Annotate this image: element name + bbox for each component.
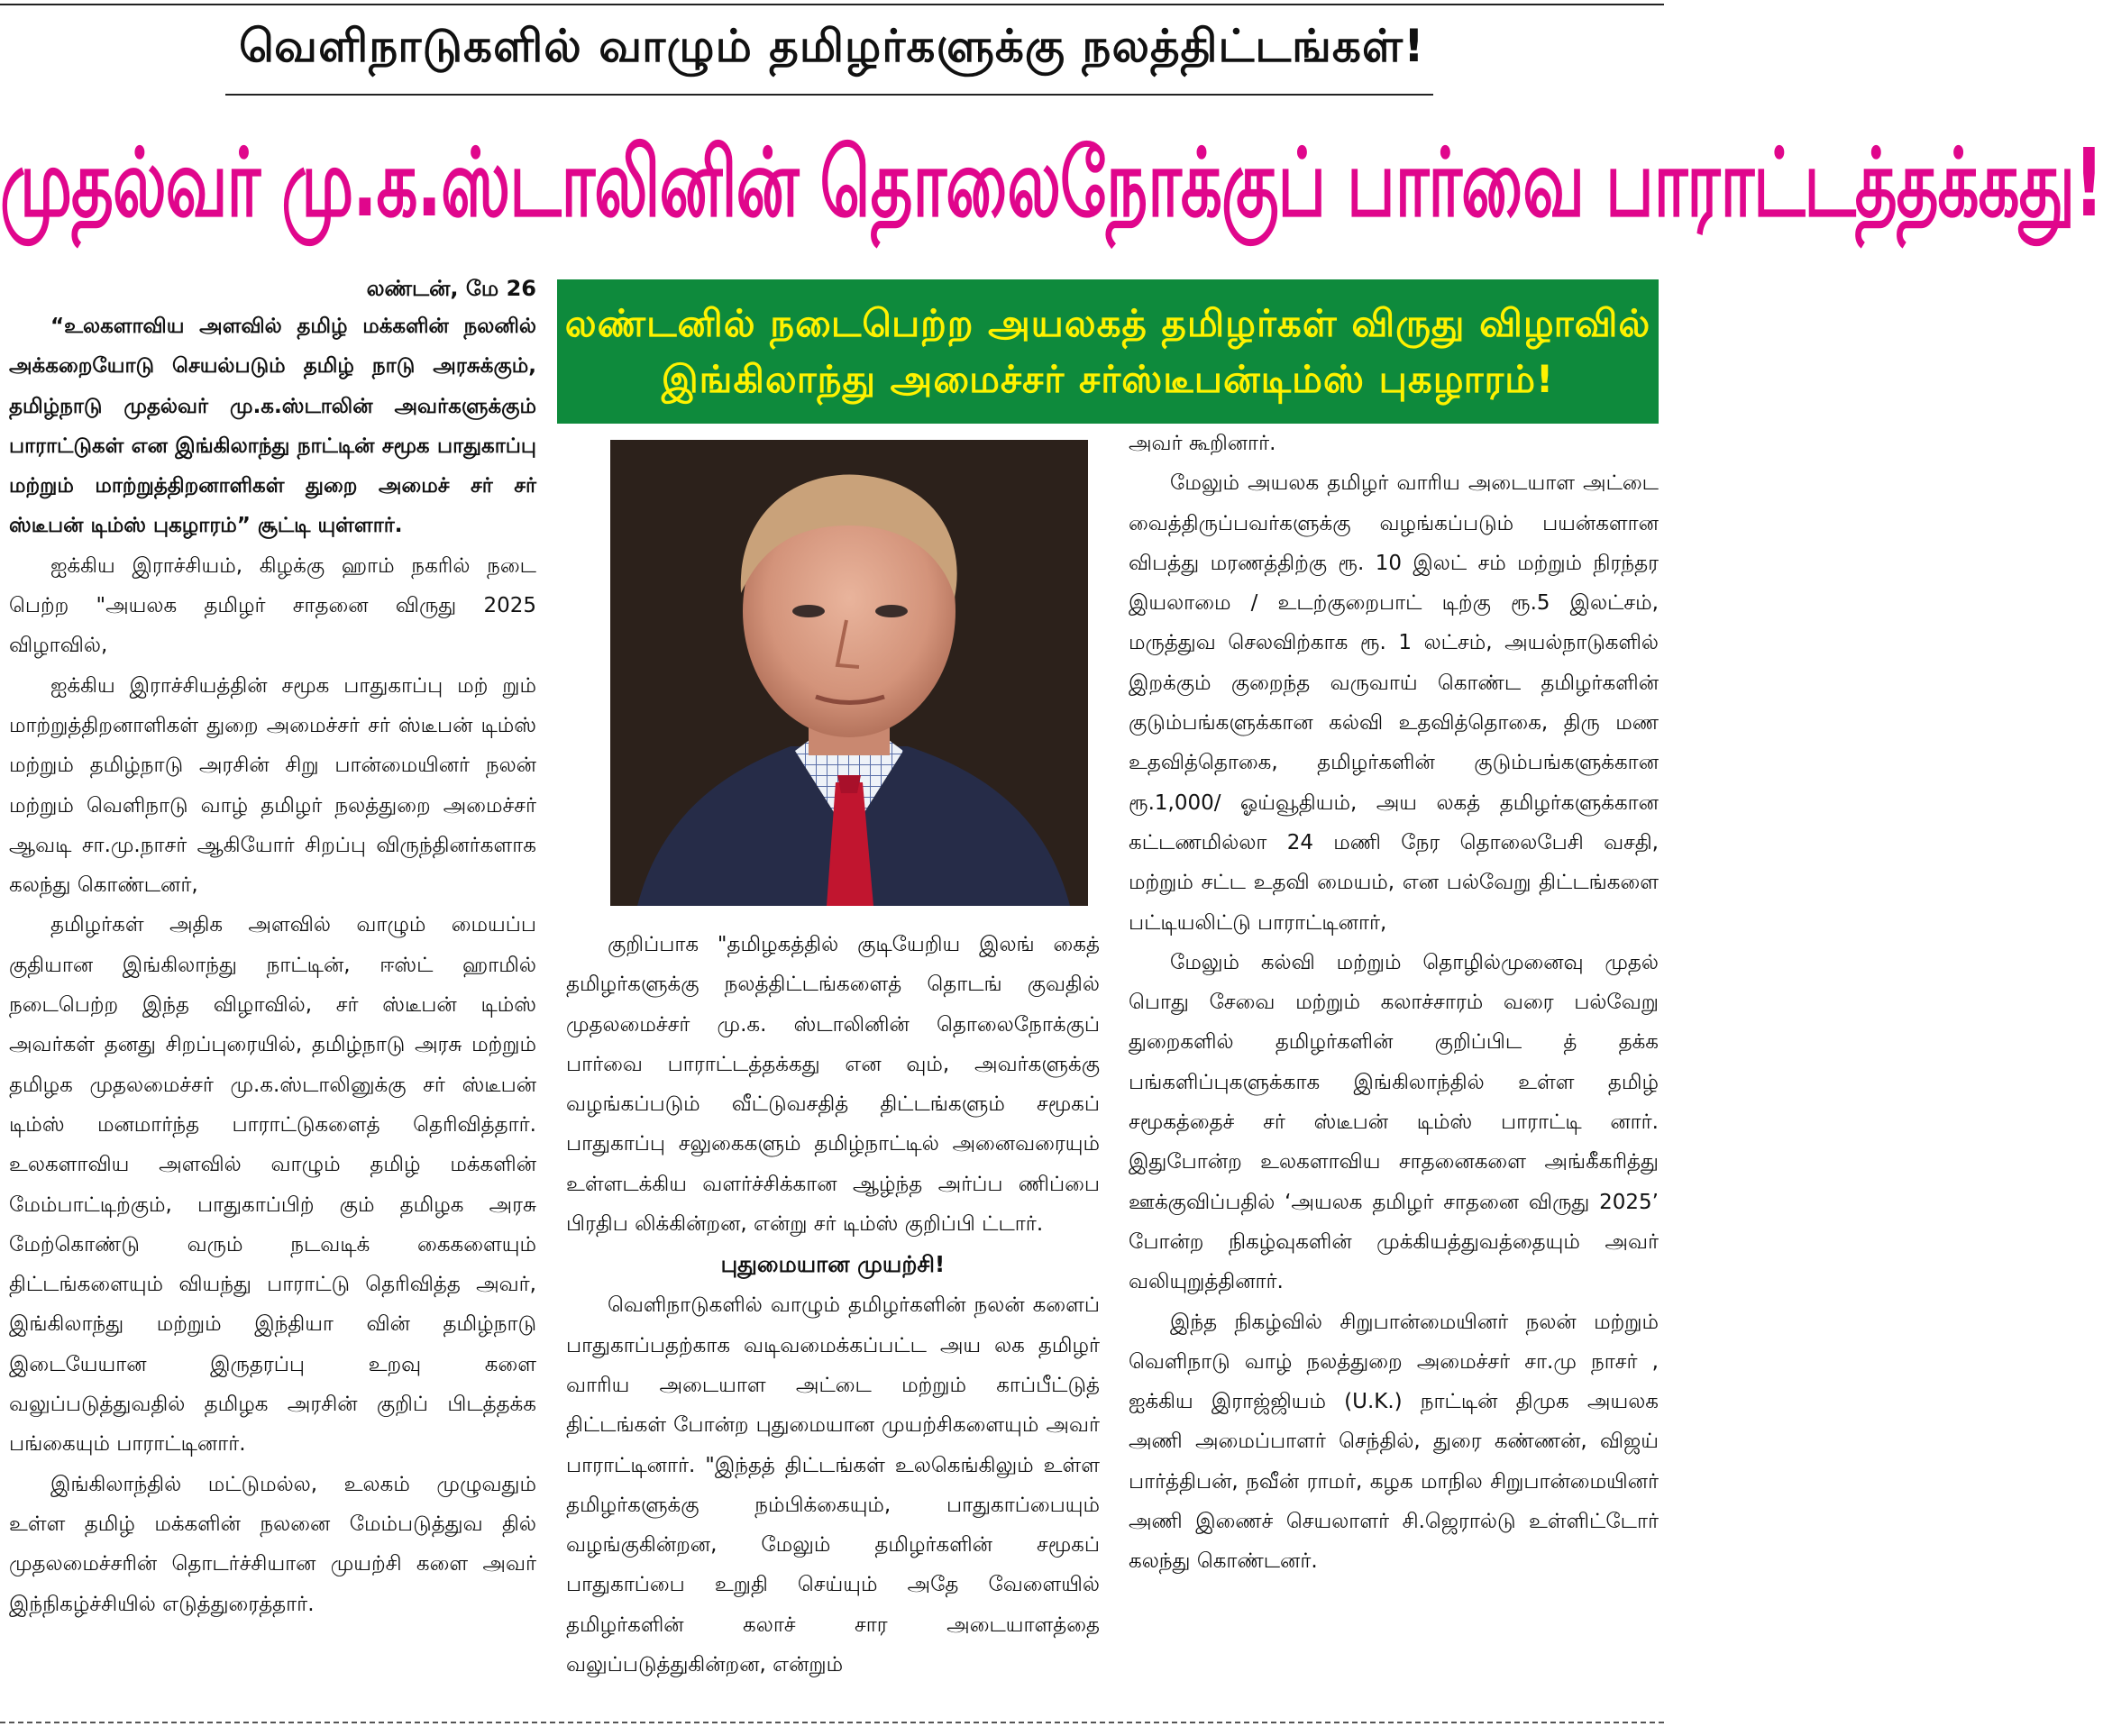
right-paragraph-2: மேலும் கல்வி மற்றும் தொழில்முனைவு முதல் பொது சேவை மற்றும் கலாச்சாரம் வரை பல்வேறு துறைகளில் தமிழர்களின் குறிப்பிட த் தக்க பங்களிப்புகளுக்காக இங்கிலாந்தில் உள்ள தமிழ் சமூகத்தைச் சர் ஸ்டீபன் டிம்ஸ் பாராட்டி னார். இதுபோன்ற உலகளாவிய சாதனைகளை அங்கீகரித்து ஊக்குவிப்பதில் ‘அயலக தமிழர் சாதனை விருது 2025’ போன்ற நிகழ்வுகளின் முக்கியத்துவத்தையும் அவர் வலியுறுத்தினார்.	[1129, 950, 1659, 1294]
main-headline: முதல்வர் மு.க.ஸ்டாலினின் தொலைநோக்குப் பார்வை பாராட்டத்தக்கது!	[0, 128, 2103, 238]
left-paragraph-1: ஐக்கிய இராச்சியம், கிழக்கு ஹாம் நகரில் நடை பெற்ற "அயலக தமிழர் சாதனை விருது 2025 விழாவில்,	[9, 553, 536, 658]
kicker-underline	[225, 94, 1433, 96]
middle-paragraph-1: குறிப்பாக "தமிழகத்தில் குடியேறிய இலங் கைத் தமிழர்களுக்கு நலத்திட்டங்களைத் தொடங் குவதில் முதலமைச்சர் மு.க. ஸ்டாலினின் தொலைநோக்குப் பார்வை பாராட்டத்தக்கது என வும், அவர்களுக்கு வழங்கப்படும் வீட்டுவசதித் திட்டங்களும் சமூகப் பாதுகாப்பு சலுகைகளும் தமிழ்நாட்டில் அனைவரையும் உள்ளடக்கிய வளர்ச்சிக்கான ஆழ்ந்த அர்ப்ப ணிப்பை பிரதிப லிக்கின்றன, என்று சர் டிம்ஸ் குறிப்பி ட்டார்.	[566, 933, 1100, 1237]
subhead-line-2: இங்கிலாந்து அமைச்சர் சர்ஸ்டீபன்டிம்ஸ் புகழாரம்!	[661, 357, 1555, 401]
middle-column	[566, 925, 1100, 1685]
right-paragraph-3: இந்த நிகழ்வில் சிறுபான்மையினர் நலன் மற்றும் வெளிநாடு வாழ் நலத்துறை அமைச்சர் சா.மு நாசர் , ஐக்கிய இராஜ்ஜியம் (U.K.) நாட்டின் திமுக அயலக அணி அமைப்பாளர் செந்தில், துரை கண்ணன், விஜய் பார்த்திபன், நவீன் ராமர், கழக மாநில சிறுபான்மையினர் அணி இணைச் செயலாளர் சி.ஜெரால்டு உள்ளிட்டோர் கலந்து கொண்டனர்.	[1129, 1310, 1659, 1574]
portrait-photo	[610, 440, 1088, 906]
subhead-box	[557, 279, 1659, 424]
kicker-headline: வெளிநாடுகளில் வாழும் தமிழர்களுக்கு நலத்திட்டங்கள்!	[239, 20, 1425, 72]
bottom-rule	[0, 1722, 1664, 1723]
right-paragraph-0: அவர் கூறினார்.	[1129, 432, 1276, 455]
left-paragraph-3: தமிழர்கள் அதிக அளவில் வாழும் மையப்ப குதியான இங்கிலாந்து நாட்டின், ஈஸ்ட் ஹாமில் நடைபெற்ற இந்த விழாவில், சர் ஸ்டீபன் டிம்ஸ் அவர்கள் தனது சிறப்புரையில், தமிழ்நாடு அரசு மற்றும் தமிழக முதலமைச்சர் மு.க.ஸ்டாலினுக்கு சர் ஸ்டீபன் டிம்ஸ் மனமார்ந்த பாராட்டுகளைத் தெரிவித்தார். உலகளாவிய அளவில் வாழும் தமிழ் மக்களின் மேம்பாட்டிற்கும், பாதுகாப்பிற் கும் தமிழக அரசு மேற்கொண்டு வரும் நடவடிக் கைகளையும் திட்டங்களையும் வியந்து பாராட்டு தெரிவித்த அவர், இங்கிலாந்து மற்றும் இந்தியா வின் தமிழ்நாடு இடையேயான இருதரப்பு உறவு களை வலுப்படுத்துவதில் தமிழக அரசின் குறிப் பிடத்தக்க பங்கையும் பாராட்டினார்.	[9, 913, 536, 1457]
subhead-line-1: லண்டனில் நடைபெற்ற அயலகத் தமிழர்கள் விருது விழாவில்	[564, 301, 1651, 345]
dateline: லண்டன், மே 26	[366, 276, 536, 301]
middle-paragraph-2: வெளிநாடுகளில் வாழும் தமிழர்களின் நலன் களைப் பாதுகாப்பதற்காக வடிவமைக்கப்பட்ட அய லக தமிழர் வாரிய அடையாள அட்டை மற்றும் காப்பீட்டுத் திட்டங்கள் போன்ற புதுமையான முயற்சிகளையும் அவர் பாராட்டினார். "இந்தத் திட்டங்கள் உலகெங்கிலும் உள்ள தமிழர்களுக்கு நம்பிக்கையும், பாதுகாப்பையும் வழங்குகின்றன, மேலும் தமிழர்களின் சமூகப் பாதுகாப்பை உறுதி செய்யும் அதே வேளையில் தமிழர்களின் கலாச் சார அடையாளத்தை வலுப்படுத்துகின்றன, என்றும்	[566, 1293, 1100, 1677]
portrait-illustration	[610, 440, 1088, 906]
left-column	[9, 270, 536, 1624]
right-paragraph-1: மேலும் அயலக தமிழர் வாரிய அடையாள அட்டை வைத்திருப்பவர்களுக்கு வழங்கப்படும் பயன்களான விபத்து மரணத்திற்கு ரூ. 10 இலட் சம் மற்றும் நிரந்தர இயலாமை / உடற்குறைபாட் டிற்கு ரூ.5 இலட்சம், மருத்துவ செலவிற்காக ரூ. 1 லட்சம், அயல்நாடுகளில் இறக்கும் குறைந்த வருவாய் கொண்ட தமிழர்களின் குடும்பங்களுக்கான கல்வி உதவித்தொகை, திரு மண உதவித்தொகை, தமிழர்களின் குடும்பங்களுக்கான ரூ.1,000/ ஓய்வூதியம், அய லகத் தமிழர்களுக்கான கட்டணமில்லா 24 மணி நேர தொலைபேசி வசதி, மற்றும் சட்ட உதவி மையம், என பல்வேறு திட்டங்களை பட்டியலிட்டு பாராட்டினார்,	[1129, 471, 1659, 935]
left-paragraph-2: ஐக்கிய இராச்சியத்தின் சமூக பாதுகாப்பு மற் றும் மாற்றுத்திறனாளிகள் துறை அமைச்சர் சர் ஸ்டீபன் டிம்ஸ் மற்றும் தமிழ்நாடு அரசின் சிறு பான்மையினர் நலன் மற்றும் வெளிநாடு வாழ் தமிழர் நலத்துறை அமைச்சர் ஆவடி சா.மு.நாசர் ஆகியோர் சிறப்பு விருந்தினர்களாக கலந்து கொண்டனர்,	[9, 673, 536, 898]
section-subhead: புதுமையான முயற்சி!	[720, 1251, 946, 1278]
top-rule	[0, 4, 1664, 5]
left-paragraph-4: இங்கிலாந்தில் மட்டுமல்ல, உலகம் முழுவதும் உள்ள தமிழ் மக்களின் நலனை மேம்படுத்துவ தில் முதலமைச்சரின் தொடர்ச்சியான முயற்சி களை அவர் இந்நிகழ்ச்சியில் எடுத்துரைத்தார்.	[9, 1472, 536, 1616]
right-column	[1129, 424, 1659, 1582]
lead-paragraph: “உலகளாவிய அளவில் தமிழ் மக்களின் நலனில் அக்கறையோடு செயல்படும் தமிழ் நாடு அரசுக்கும், தமிழ்நாடு முதல்வர் மு.க.ஸ்டாலின் அவர்களுக்கும் பாராட்டுகள் என இங்கிலாந்து நாட்டின் சமூக பாதுகாப்பு மற்றும் மாற்றுத்திறனாளிகள் துறை அமைச் சர் சர் ஸ்டீபன் டிம்ஸ் புகழாரம்” சூட்டி யுள்ளார்.	[9, 315, 536, 538]
